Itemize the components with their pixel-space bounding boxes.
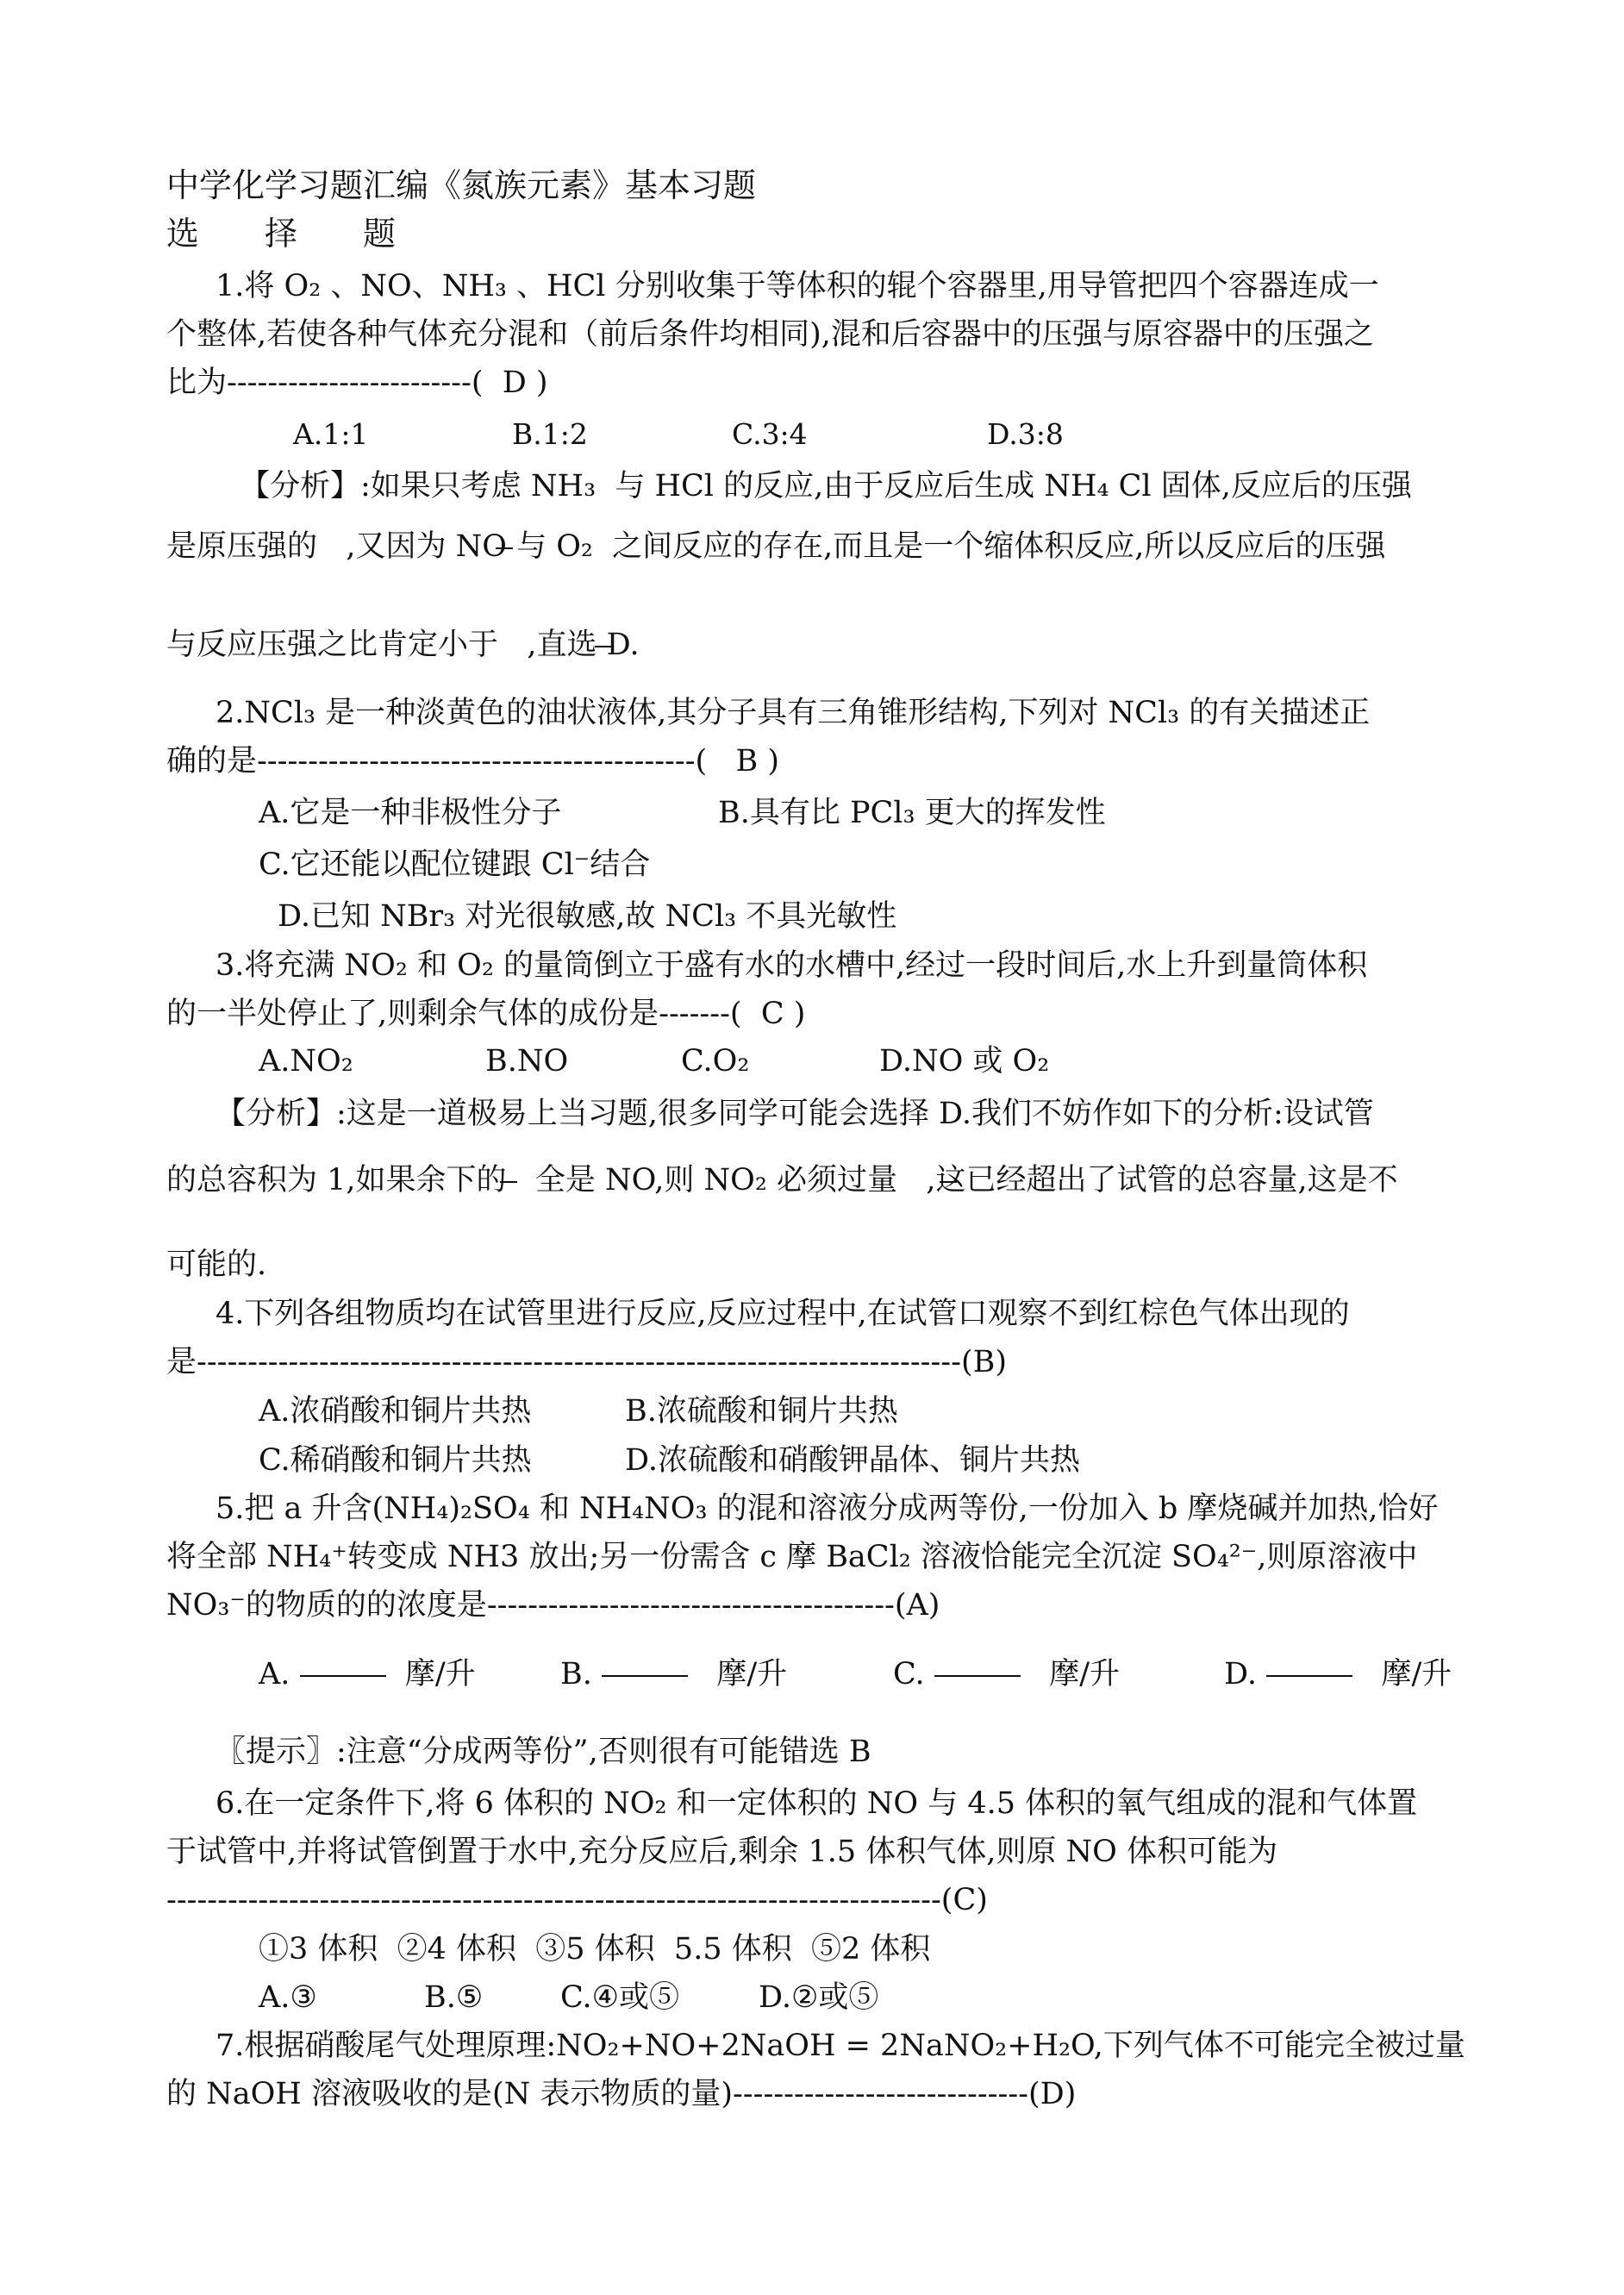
q5-option-c: C. 摩/升 [893,1657,1120,1692]
q1-option-b: B.1:2 [512,417,588,451]
q4-option-c: C.稀硝酸和铜片共热 [259,1443,532,1478]
fraction-bar [300,1675,386,1677]
q6-choices: ①3 体积 ②4 体积 ③5 体积 5.5 体积 ⑤2 体积 [259,1932,931,1967]
fraction-bar [1266,1675,1352,1677]
q5-option-d: D. 摩/升 [1224,1657,1452,1692]
fraction-bar [602,1675,688,1677]
fraction-bar [496,547,513,549]
q6-line-1: 6.在一定条件下,将 6 体积的 NO₂ 和一定体积的 NO 与 4.5 体积的氧气组成的混和气体置 [215,1786,1418,1821]
q1-option-d: D.3:8 [987,417,1064,451]
q5-line-3: NO₃⁻的物质的的浓度是----------------------------------------(A) [166,1588,940,1623]
q2-option-a: A.它是一种非极性分子 [259,796,562,830]
q1-line-2: 个整体,若使各种气体充分混和（前后条件均相同),混和后容器中的压强与原容器中的压强之 [166,317,1374,352]
page-title: 中学化学习题汇编《氮族元素》基本习题 [166,166,757,204]
q6-option-c: C.④或⑤ [560,1980,680,2015]
q1-analysis-2: 是原压强的 ,又因为 NO 与 O₂ 之间反应的存在,而且是一个缩体积反应,所以反应后的压强 [166,529,1386,564]
q6-option-d: D.②或⑤ [759,1980,879,2015]
q4-option-b: B.浓硫酸和铜片共热 [625,1394,898,1429]
q4-line-1: 4.下列各组物质均在试管里进行反应,反应过程中,在试管口观察不到红棕色气体出现的 [215,1297,1350,1331]
q2-line-2: 确的是-------------------------------------------( B ) [166,744,780,779]
q1-option-a: A.1:1 [293,417,369,451]
q6-option-b: B.⑤ [424,1980,484,2015]
q2-option-c: C.它还能以配位键跟 Cl⁻结合 [259,847,651,882]
q3-analysis-1: 【分析】:这是一道极易上当习题,很多同学可能会选择 D.我们不妨作如下的分析:设试管 [215,1097,1374,1131]
fraction-bar [595,646,612,647]
q7-line-1: 7.根据硝酸尾气处理原理:NO₂+NO+2NaOH = 2NaNO₂+H₂O,下列气体不可能完全被过量 [215,2029,1465,2063]
q4-option-a: A.浓硝酸和铜片共热 [259,1394,532,1429]
q1-analysis-3: 与反应压强之比肯定小于 ,直选 D. [166,628,640,662]
q5-line-1: 5.把 a 升含(NH₄)₂SO₄ 和 NH₄NO₃ 的混和溶液分成两等份,一份加入 b 摩烧碱并加热,恰好 [215,1491,1439,1526]
q1-option-c: C.3:4 [732,417,808,451]
fraction-bar [940,1181,957,1183]
fraction-bar [500,1181,517,1183]
q7-line-2: 的 NaOH 溶液吸收的是(N 表示物质的量)-----------------------------(D) [166,2077,1077,2111]
q6-option-a: A.③ [259,1980,317,2015]
q4-option-d: D.浓硫酸和硝酸钾晶体、铜片共热 [625,1443,1080,1478]
q5-option-a: A. 摩/升 [259,1657,476,1692]
q6-line-2: 于试管中,并将试管倒置于水中,充分反应后,剩余 1.5 体积气体,则原 NO 体积可能为 [166,1835,1277,1869]
fraction-bar [934,1675,1021,1677]
q3-line-2: 的一半处停止了,则剩余气体的成份是-------( C ) [166,997,806,1031]
q3-analysis-3: 可能的. [166,1248,267,1282]
q3-option-a: A.NO₂ [259,1044,353,1079]
q2-line-1: 2.NCl₃ 是一种淡黄色的油状液体,其分子具有三角锥形结构,下列对 NCl₃ 的有关描述正 [215,696,1371,730]
q5-option-b: B. 摩/升 [560,1657,788,1692]
q3-line-1: 3.将充满 NO₂ 和 O₂ 的量筒倒立于盛有水的水槽中,经过一段时间后,水上升到量筒体积 [215,948,1368,983]
q2-option-b: B.具有比 PCl₃ 更大的挥发性 [718,796,1106,830]
section-heading: 选 择 题 [166,215,397,253]
q1-line-3: 比为------------------------( D ) [166,366,548,400]
q3-option-b: B.NO [485,1044,569,1079]
q1-line-1: 1.将 O₂ 、NO、NH₃ 、HCl 分别收集于等体积的辊个容器里,用导管把四个容器连成一 [215,269,1379,303]
q2-option-d: D.已知 NBr₃ 对光很敏感,故 NCl₃ 不具光敏性 [278,899,897,934]
q1-analysis-1: 【分析】:如果只考虑 NH₃ 与 HCl 的反应,由于反应后生成 NH₄ Cl 固体,反应后的压强 [240,469,1412,503]
q3-analysis-2: 的总容积为 1,如果余下的 全是 NO,则 NO₂ 必须过量 ,这已经超出了试管的总容量,这是不 [166,1163,1398,1198]
q5-line-2: 将全部 NH₄⁺转变成 NH3 放出;另一份需含 c 摩 BaCl₂ 溶液恰能完全沉淀 SO₄²⁻,则原溶液中 [166,1540,1418,1574]
q5-hint: 〖提示〗:注意“分成两等份”,否则很有可能错选 B [215,1735,871,1769]
q3-option-c: C.O₂ [681,1044,750,1079]
q3-option-d: D.NO 或 O₂ [879,1044,1050,1079]
q4-line-2: 是---------------------------------------------------------------------------(B) [166,1345,1007,1379]
q6-line-3: ----------------------------------------------------------------------------(C) [166,1883,988,1917]
